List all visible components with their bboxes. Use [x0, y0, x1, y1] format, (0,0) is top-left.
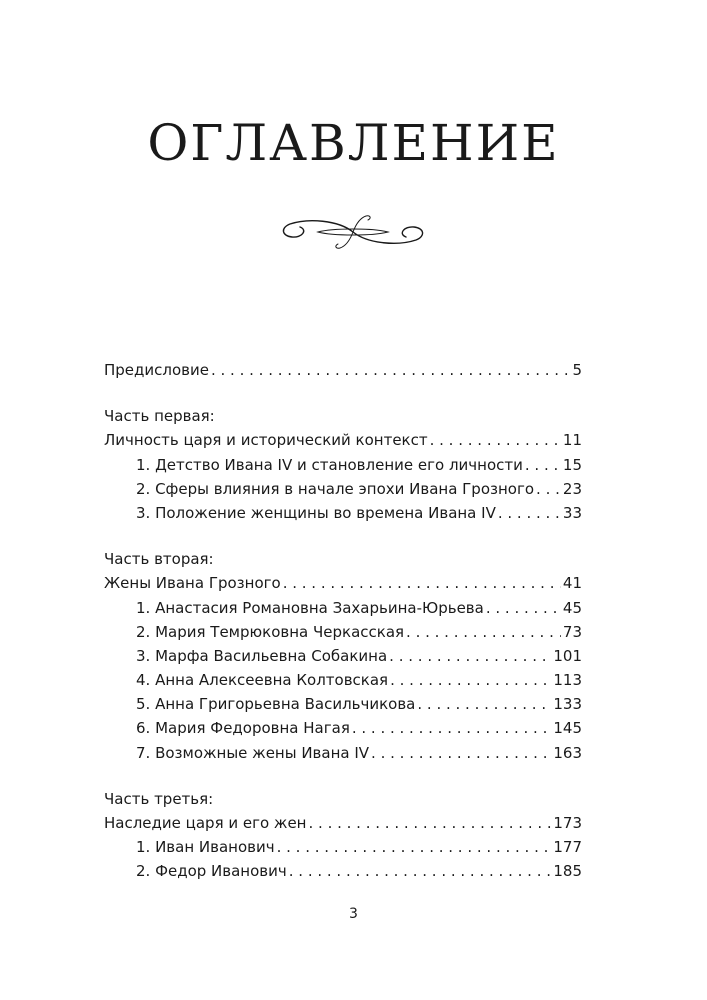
dot-leader — [536, 477, 561, 501]
dot-leader — [389, 644, 551, 668]
dot-leader — [371, 741, 551, 765]
toc-entry-chapter[interactable] — [104, 859, 582, 883]
toc-entry-label: 3. Положение женщины во времена Ивана IV — [136, 503, 496, 522]
dot-leader — [498, 501, 561, 525]
toc-entry-page: 5 — [572, 361, 582, 379]
toc-entry-chapter[interactable] — [104, 835, 582, 859]
toc-entry-label: 2. Сферы влияния в начале эпохи Ивана Грозного — [136, 479, 535, 498]
dot-leader — [283, 571, 561, 595]
part-heading: Часть первая: — [104, 407, 215, 426]
toc-entry-label: 1. Иван Иванович — [136, 838, 275, 857]
toc-entry-label: 3. Марфа Васильевна Собакина — [136, 646, 388, 665]
toc-entry-part-title[interactable] — [104, 428, 582, 452]
toc-entry-page: 163 — [553, 743, 582, 762]
toc-entry-chapter[interactable] — [104, 692, 582, 716]
toc-entry-label: 6. Мария Федоровна Нагая — [136, 719, 350, 738]
dot-leader — [390, 668, 551, 692]
toc-entry-chapter[interactable] — [104, 477, 582, 501]
toc-entry-label: 1. Анастасия Романовна Захарьина-Юрьева — [136, 598, 484, 617]
toc-entry-chapter[interactable] — [104, 668, 582, 692]
toc-entry-page: 73 — [562, 622, 582, 641]
page-number: 3 — [349, 906, 358, 922]
toc-entry-page: 101 — [553, 646, 582, 665]
toc-entry-label: 2. Мария Темрюковна Черкасская — [136, 622, 405, 641]
toc-entry-label: 5. Анна Григорьевна Васильчикова — [136, 695, 416, 714]
toc-entry-label: 1. Детство Ивана IV и становление его личности — [136, 455, 523, 474]
toc-entry-label: Жены Ивана Грозного — [104, 574, 281, 593]
toc-entry-page: 177 — [553, 838, 582, 857]
toc-entry-page: 23 — [562, 479, 582, 498]
toc-entry-label: 4. Анна Алексеевна Колтовская — [136, 671, 389, 690]
toc-entry-page: 33 — [562, 503, 582, 522]
flourish-divider-icon — [278, 210, 428, 254]
table-of-contents — [104, 358, 582, 884]
dot-leader — [406, 620, 561, 644]
toc-entry-label: 2. Федор Иванович — [136, 862, 287, 881]
toc-entry-chapter[interactable] — [104, 596, 582, 620]
toc-entry-page: 45 — [562, 598, 582, 617]
dot-leader — [289, 859, 552, 883]
toc-entry-page: 133 — [553, 695, 582, 714]
dot-leader — [211, 358, 570, 382]
toc-entry-part-title[interactable] — [104, 811, 582, 835]
toc-entry-preface[interactable] — [104, 358, 582, 382]
toc-entry-page: 15 — [562, 455, 582, 474]
dot-leader — [430, 428, 561, 452]
toc-entry-chapter[interactable] — [104, 716, 582, 740]
page-title: ОГЛАВЛЕНИЕ — [147, 114, 560, 172]
toc-entry-chapter[interactable] — [104, 741, 582, 765]
dot-leader — [525, 453, 561, 477]
toc-entry-label: Наследие царя и его жен — [104, 814, 307, 832]
dot-leader — [277, 835, 552, 859]
toc-entry-chapter[interactable] — [104, 620, 582, 644]
dot-leader — [352, 716, 552, 740]
dot-leader — [417, 692, 551, 716]
toc-entry-page: 173 — [553, 814, 582, 832]
toc-entry-page: 113 — [553, 671, 582, 690]
toc-entry-page: 145 — [553, 719, 582, 738]
toc-entry-page: 185 — [553, 862, 582, 881]
toc-entry-page: 11 — [562, 431, 582, 450]
toc-entry-label: Предисловие — [104, 361, 209, 379]
toc-entry-label: 7. Возможные жены Ивана IV — [136, 743, 370, 762]
toc-entry-part-title[interactable] — [104, 571, 582, 595]
toc-entry-chapter[interactable] — [104, 501, 582, 525]
toc-entry-chapter[interactable] — [104, 644, 582, 668]
toc-entry-page: 41 — [562, 574, 582, 593]
toc-entry-chapter[interactable] — [104, 453, 582, 477]
dot-leader — [486, 596, 561, 620]
dot-leader — [309, 811, 552, 835]
toc-entry-label: Личность царя и исторический контекст — [104, 431, 428, 450]
part-heading: Часть третья: — [104, 789, 214, 808]
part-heading: Часть вторая: — [104, 550, 214, 569]
